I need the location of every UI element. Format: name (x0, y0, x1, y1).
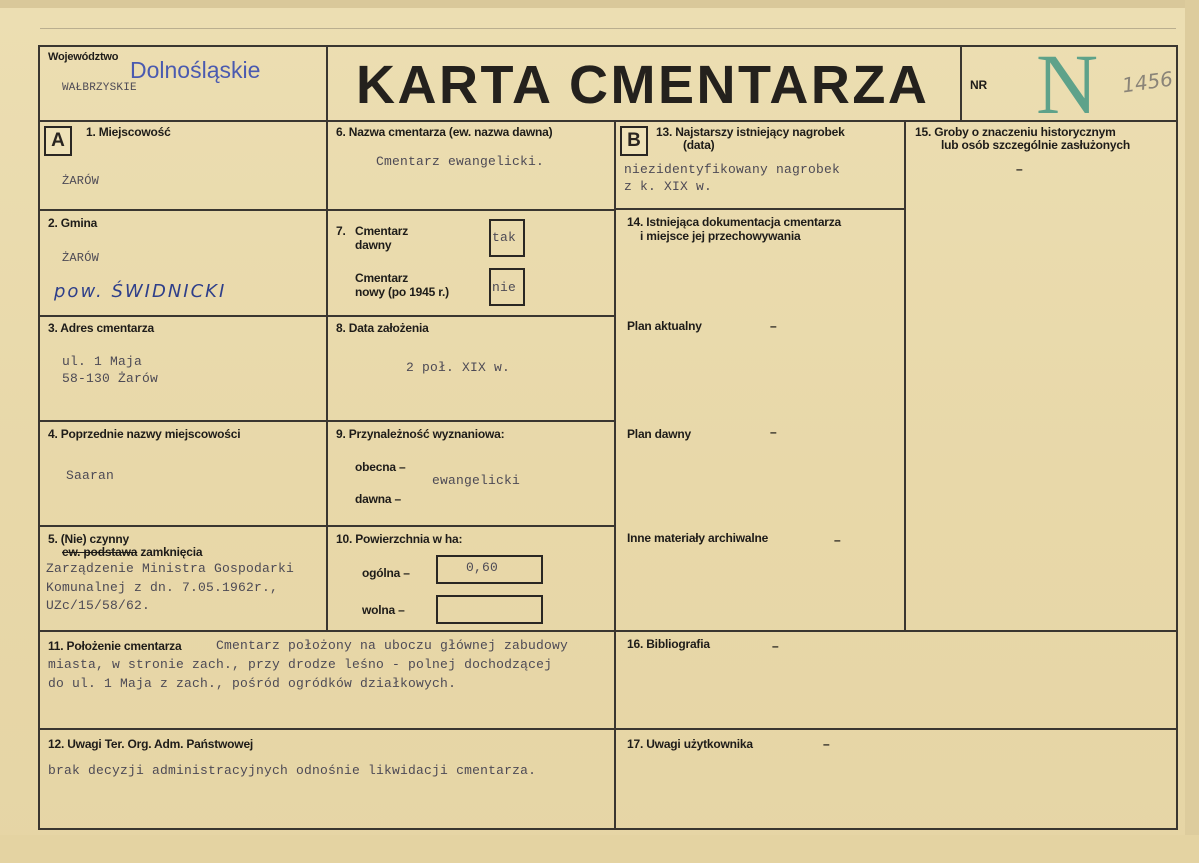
field-9-dawna-label: dawna – (355, 492, 401, 506)
field-8-value: 2 poł. XIX w. (406, 360, 511, 375)
section-letter-b: B (620, 126, 648, 156)
field-16-label: 16. Bibliografia (627, 637, 710, 651)
field-10-label: 10. Powierzchnia w ha: (336, 532, 463, 546)
card-bottom-edge (0, 835, 1199, 863)
field-5-value-line3: UZc/15/58/62. (46, 598, 151, 613)
field-14-label-line2: i miejsce jej przechowywania (640, 229, 801, 243)
nr-label: NR (970, 78, 987, 92)
field-4-label: 4. Poprzednie nazwy miejscowości (48, 427, 241, 441)
field-17-value: – (823, 737, 830, 751)
card-top-edge (0, 0, 1199, 8)
field-11-line3: do ul. 1 Maja z zach., pośród ogródków działkowych. (48, 676, 457, 691)
wojewodztwo-label: Województwo (48, 51, 119, 63)
frame-left-line (38, 45, 40, 830)
frame-top-line (38, 45, 1178, 47)
field-13-value-line2: z k. XIX w. (624, 179, 713, 194)
field-6-label: 6. Nazwa cmentarza (ew. nazwa dawna) (336, 125, 553, 139)
field-15-label-line2: lub osób szczególnie zasłużonych (941, 138, 1130, 152)
card-right-edge (1185, 0, 1199, 863)
field-15-label-line1: 15. Groby o znaczeniu historycznym (915, 125, 1116, 139)
field-2-handwritten-value: pow. ŚWIDNICKI (54, 281, 227, 302)
field-11-label: 11. Położenie cmentarza (48, 639, 182, 653)
field-5-struck-text: ew. podstawa (62, 545, 138, 559)
field-7-nowy-value: nie (492, 280, 517, 295)
field-9-obecna-label: obecna – (355, 460, 406, 474)
card-top-rule (40, 28, 1176, 29)
field-7-number: 7. (336, 224, 346, 238)
field-5-label-rest: zamknięcia (137, 545, 203, 559)
field-5-label-line1: 5. (Nie) czynny (48, 532, 130, 546)
field-12-value: brak decyzji administracyjnych odnośnie likwidacji cmentarza. (48, 763, 537, 778)
field-17-label: 17. Uwagi użytkownika (627, 737, 753, 751)
field-13-value-line1: niezidentyfikowany nagrobek (624, 162, 841, 177)
card-title: KARTA CMENTARZA (356, 55, 930, 115)
column-divider-3 (904, 120, 906, 632)
field-14-inne-label: Inne materiały archiwalne (627, 531, 769, 545)
field-14-plan-aktualny-value: – (770, 319, 777, 333)
field-16-value: – (772, 639, 779, 653)
row-line-6 (38, 728, 1178, 730)
field-8-label: 8. Data założenia (336, 321, 429, 335)
field-13-label-line1: 13. Najstarszy istniejący nagrobek (656, 125, 845, 139)
field-6-value: Cmentarz ewangelicki. (376, 154, 545, 169)
wojewodztwo-stamp: Dolnośląskie (130, 57, 261, 83)
field-14-plan-dawny-label: Plan dawny (627, 427, 692, 441)
field-12-label: 12. Uwagi Ter. Org. Adm. Państwowej (48, 737, 254, 751)
column-divider-2 (614, 120, 616, 830)
field-14-plan-aktualny-label: Plan aktualny (627, 319, 702, 333)
header-nr-divider (960, 45, 962, 122)
field-5-value-line2: Komunalnej z dn. 7.05.1962r., (46, 580, 279, 595)
field-4-value: Saaran (66, 468, 115, 483)
field-3-label: 3. Adres cmentarza (48, 321, 155, 335)
field-7-dawny-value: tak (492, 230, 517, 245)
row-line-3 (38, 420, 616, 422)
field-10-ogolna-value: 0,60 (466, 560, 499, 575)
field-5-value-line1: Zarządzenie Ministra Gospodarki (46, 561, 295, 576)
field-7-nowy-line2: nowy (po 1945 r.) (355, 285, 449, 299)
field-1-label: 1. Miejscowość (86, 125, 171, 139)
row-line-2 (38, 315, 616, 317)
wojewodztwo-typed-value: WAŁBRZYSKIE (62, 82, 137, 94)
field-10-wolna-label: wolna – (362, 603, 405, 617)
field-14-inne-value: – (834, 533, 841, 547)
column-divider-1 (326, 45, 328, 631)
row-line-5 (38, 630, 1178, 632)
field-7-dawny-line2: dawny (355, 238, 392, 252)
row-line-b13 (614, 208, 906, 210)
field-7-nowy-line1: Cmentarz (355, 271, 409, 285)
field-11-line2: miasta, w stronie zach., przy drodze leśno - polnej dochodzącej (48, 657, 553, 672)
field-2-label: 2. Gmina (48, 216, 98, 230)
field-2-value: ŻARÓW (62, 251, 100, 265)
field-5-label-line2 (62, 546, 202, 559)
frame-bottom-line (38, 828, 1178, 830)
field-15-value: – (1016, 162, 1023, 176)
field-1-value: ŻARÓW (62, 174, 100, 188)
field-14-label-line1: 14. Istniejąca dokumentacja cmentarza (627, 215, 842, 229)
field-10-ogolna-label: ogólna – (362, 566, 410, 580)
field-3-value-line2: 58-130 Żarów (62, 371, 159, 386)
field-9-label: 9. Przynależność wyznaniowa: (336, 427, 505, 441)
field-13-label-line2: (data) (683, 138, 715, 152)
header-bottom-line (38, 120, 1178, 122)
row-line-1 (38, 209, 616, 211)
field-3-value-line1: ul. 1 Maja (62, 354, 143, 369)
field-7-dawny-line1: Cmentarz (355, 224, 409, 238)
nr-stamp-letter: N (1036, 36, 1099, 132)
field-10-wolna-box (436, 595, 543, 624)
field-11-line1: Cmentarz położony na uboczu głównej zabudowy (216, 638, 569, 653)
field-14-plan-dawny-value: – (770, 425, 777, 439)
section-letter-a: A (44, 126, 72, 156)
row-line-4 (38, 525, 616, 527)
field-9-obecna-value: ewangelicki (432, 473, 521, 488)
nr-handwritten-number: 1456 (1120, 66, 1175, 98)
frame-right-line (1176, 45, 1178, 830)
